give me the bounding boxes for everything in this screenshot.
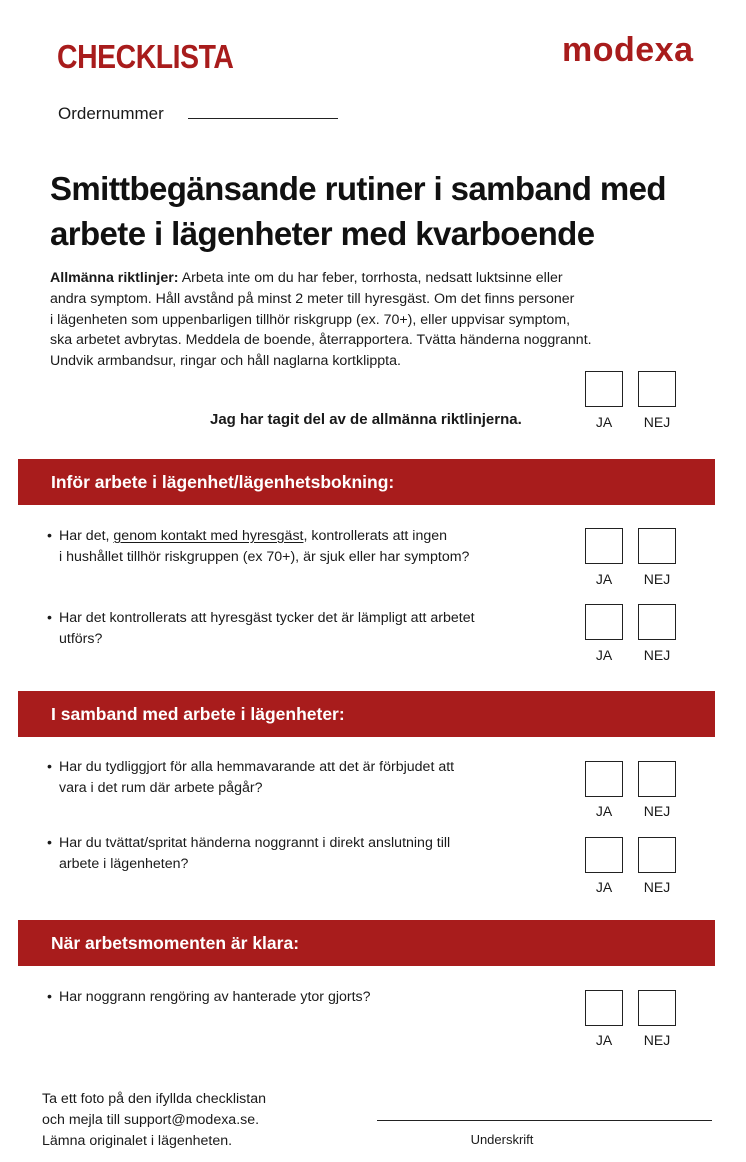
bullet: • bbox=[47, 759, 52, 775]
signature-label: Underskrift bbox=[470, 1132, 534, 1147]
question-hand-hygiene bbox=[47, 833, 547, 875]
q4-no-checkbox[interactable] bbox=[638, 837, 676, 873]
q2-no-checkbox[interactable] bbox=[638, 604, 676, 640]
order-number-label: Ordernummer bbox=[58, 104, 164, 123]
guidelines-text-5: Undvik armbandsur, ringar och håll naglarna kortklippta. bbox=[50, 353, 401, 370]
question-text-line1: Har du tvättat/spritat händerna noggrannt i direkt anslutning till bbox=[59, 835, 451, 851]
confirm-yes-checkbox[interactable] bbox=[585, 371, 623, 407]
q2-no-label: NEJ bbox=[643, 647, 671, 663]
bullet: • bbox=[47, 835, 52, 851]
bullet: • bbox=[47, 610, 52, 626]
footer-line-3: Lämna originalet i lägenheten. bbox=[42, 1133, 233, 1149]
q1-no-label: NEJ bbox=[643, 571, 671, 587]
question-text-line1: Har du tydliggjort för alla hemmavarande att det är förbjudet att bbox=[59, 759, 455, 775]
guidelines-confirm-label: Jag har tagit del av de allmänna riktlinjerna. bbox=[210, 411, 522, 428]
question-risk-group-check bbox=[47, 526, 547, 568]
q1-yes-label: JA bbox=[595, 571, 613, 587]
question-text-post: , kontrollerats att ingen bbox=[303, 528, 448, 544]
q4-no-label: NEJ bbox=[643, 879, 671, 895]
q5-no-checkbox[interactable] bbox=[638, 990, 676, 1026]
q3-yes-checkbox[interactable] bbox=[585, 761, 623, 797]
guidelines-text-4: ska arbetet avbrytas. Meddela de boende, återrapportera. Tvätta händerna noggrannt. bbox=[50, 332, 592, 349]
guidelines-text-2: andra symptom. Håll avstånd på minst 2 meter till hyresgäst. Om det finns personer bbox=[50, 290, 575, 307]
q1-yes-checkbox[interactable] bbox=[585, 528, 623, 564]
section-title: När arbetsmomenten är klara: bbox=[51, 933, 300, 953]
question-text-pre: Har det, bbox=[59, 528, 114, 544]
question-tenant-approval bbox=[47, 608, 547, 650]
order-number-field[interactable] bbox=[188, 118, 338, 119]
document-title: CHECKLISTA bbox=[57, 38, 234, 75]
q4-yes-label: JA bbox=[595, 879, 613, 895]
signature-field[interactable] bbox=[377, 1120, 712, 1121]
footer-line-2: och mejla till support@modexa.se. bbox=[42, 1112, 260, 1128]
confirm-no-label: NEJ bbox=[643, 414, 671, 430]
guidelines-label: Allmänna riktlinjer: bbox=[50, 270, 179, 286]
question-text-line1: Har det kontrollerats att hyresgäst tycker det är lämpligt att arbetet bbox=[59, 610, 475, 626]
q3-no-checkbox[interactable] bbox=[638, 761, 676, 797]
q3-no-label: NEJ bbox=[643, 803, 671, 819]
brand-logo: modexa bbox=[562, 31, 694, 69]
bullet: • bbox=[47, 528, 52, 544]
q3-yes-label: JA bbox=[595, 803, 613, 819]
footer-line-1: Ta ett foto på den ifyllda checklistan bbox=[42, 1091, 266, 1107]
guidelines-text-1: Arbeta inte om du har feber, torrhosta, nedsatt luktsinne eller bbox=[181, 270, 563, 286]
section-title: Inför arbete i lägenhet/lägenhetsbokning: bbox=[51, 472, 395, 492]
guidelines-text-3: i lägenheten som uppenbarligen tillhör riskgrupp (ex. 70+), eller uppvisar symptom, bbox=[50, 311, 571, 328]
q2-yes-label: JA bbox=[595, 647, 613, 663]
general-guidelines bbox=[50, 268, 690, 372]
question-text-line1: Har noggrann rengöring av hanterade ytor gjorts? bbox=[59, 989, 371, 1005]
confirm-no-checkbox[interactable] bbox=[638, 371, 676, 407]
question-text-line2: arbete i lägenheten? bbox=[59, 856, 189, 872]
q2-yes-checkbox[interactable] bbox=[585, 604, 623, 640]
section-banner-before-work bbox=[18, 459, 715, 505]
question-text-underlined: genom kontakt med hyresgäst bbox=[113, 528, 304, 544]
main-heading: Smittbegänsande rutiner i samband med arbete i lägenheter med kvarboende bbox=[50, 170, 666, 252]
question-text-line2: i hushållet tillhör riskgruppen (ex 70+), är sjuk eller har symptom? bbox=[59, 549, 470, 565]
q5-yes-checkbox[interactable] bbox=[585, 990, 623, 1026]
footer-instructions bbox=[42, 1089, 266, 1152]
section-banner-after-work bbox=[18, 920, 715, 966]
q1-no-checkbox[interactable] bbox=[638, 528, 676, 564]
question-text-line2: vara i det rum där arbete pågår? bbox=[59, 780, 263, 796]
question-surface-cleaning bbox=[47, 987, 547, 1008]
q4-yes-checkbox[interactable] bbox=[585, 837, 623, 873]
question-room-forbidden bbox=[47, 757, 547, 799]
question-text-line2: utförs? bbox=[59, 631, 103, 647]
bullet: • bbox=[47, 989, 52, 1005]
q5-no-label: NEJ bbox=[643, 1032, 671, 1048]
section-title: I samband med arbete i lägenheter: bbox=[51, 704, 345, 724]
section-banner-during-work bbox=[18, 691, 715, 737]
q5-yes-label: JA bbox=[595, 1032, 613, 1048]
confirm-yes-label: JA bbox=[595, 414, 613, 430]
